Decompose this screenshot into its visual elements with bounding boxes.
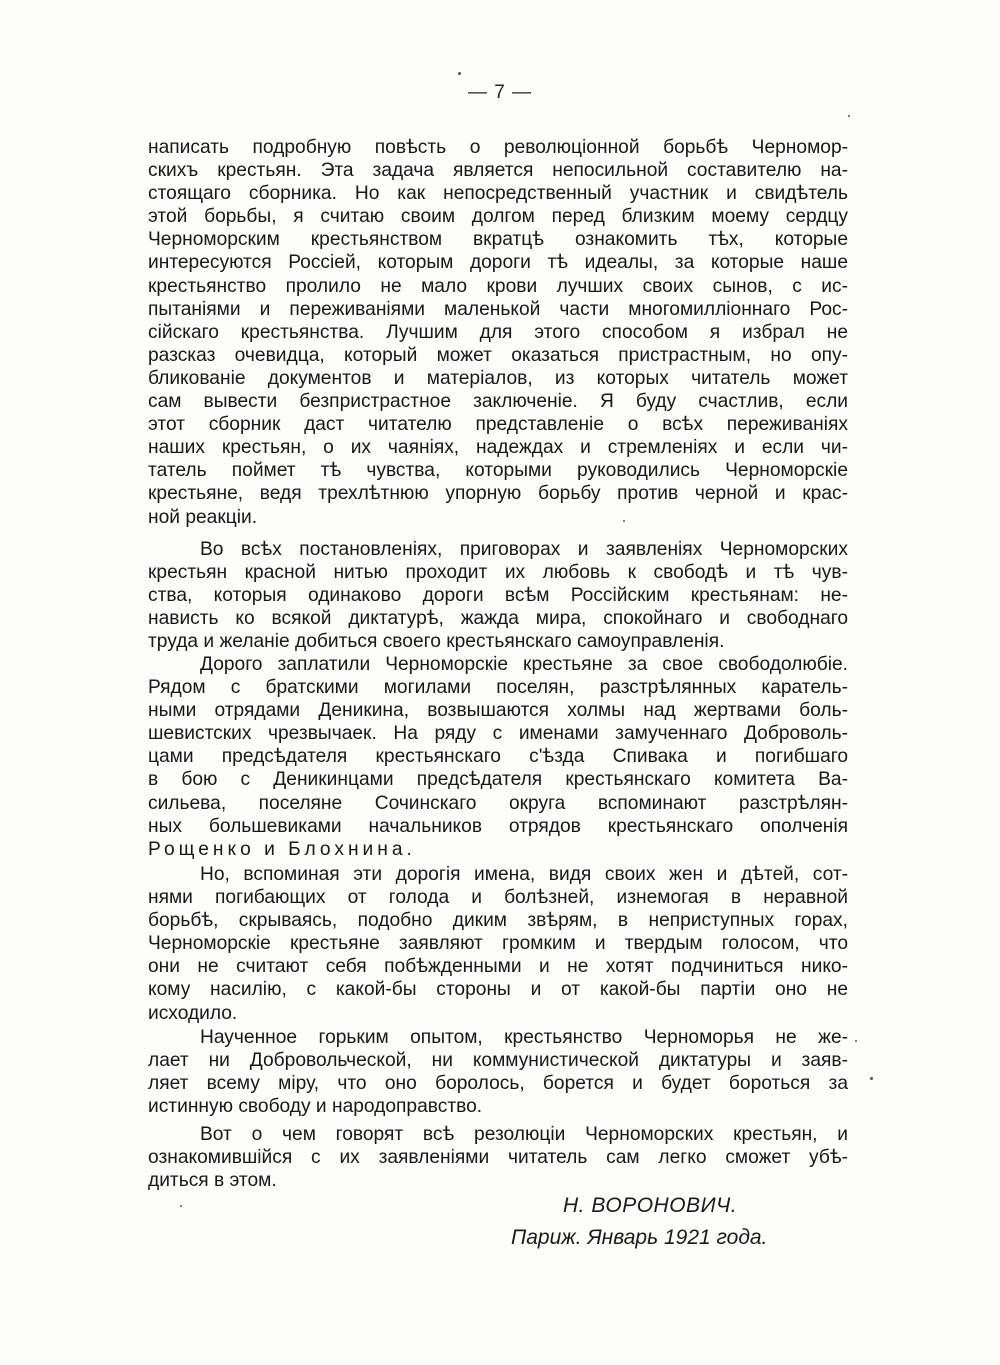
text-line: сам вывести безпристрастное заключеніе. Я буду счастлив, если [148, 391, 848, 413]
text-line: ной реакціи. [148, 506, 258, 528]
text-line: сійскаго крестьянства. Лучшим для этого способом я избрал не [148, 321, 848, 343]
scan-speck [180, 1205, 182, 1207]
text-line: ными отрядами Деникина, возвышаются холмы над жертвами боль- [148, 700, 848, 722]
text-line: татель поймет тѣ чувства, которыми руководились Черноморскіе [148, 460, 848, 482]
text-line: они не считают себя побѣжденными и не хотят подчиниться нико- [148, 956, 848, 978]
text-line: бликованіе документов и матеріалов, из которых читатель может [148, 367, 848, 389]
paragraph-2 [148, 538, 848, 653]
scan-speck [855, 1040, 857, 1042]
text-line: Во всѣх постановленіях, приговорах и заявленіях Черноморских [200, 539, 848, 560]
text-line: лает ни Добровольческой, ни коммунистической диктатуры и заяв- [148, 1050, 848, 1072]
text-line: цами предсѣдателя крестьянскаго с'ѣзда Спивака и погибшаго [148, 746, 848, 768]
text-line: Но, вспоминая эти дорогія имена, видя своих жен и дѣтей, сот- [200, 864, 848, 885]
text-line: диться в этом. [148, 1170, 277, 1192]
text-line: в бою с Деникинцами предсѣдателя крестьянскаго комитета Ва- [148, 769, 848, 791]
text-line: ства, которыя одинаково дороги всѣм Россійским крестьянам: не- [148, 585, 848, 607]
scan-speck [623, 520, 625, 522]
text-line: нависть ко всякой диктатурѣ, жажда мира, спокойнаго и свободнаго [148, 608, 848, 630]
text-line: истинную свободу и народоправство. [148, 1096, 483, 1118]
text-line: Рядом с братскими могилами поселян, разстрѣлянных каратель- [148, 677, 848, 699]
paragraph-6 [148, 1123, 848, 1192]
text-line: ляет всему міру, что оно боролось, борется и будет бороться за [148, 1073, 848, 1095]
text-line: Черноморскіе крестьяне заявляют громким и твердым голосом, что [148, 933, 848, 955]
place-date: Париж. Январь 1921 года. [511, 1226, 768, 1249]
text-line: Черноморским крестьянством вкратцѣ ознакомить тѣх, которые [148, 229, 848, 251]
text-line: Наученное горьким опытом, крестьянство Черноморья не же- [200, 1027, 848, 1048]
text-line: написать подробную повѣсть о революціонной борьбѣ Черномор- [148, 137, 848, 158]
paragraph-1 [148, 136, 848, 529]
scan-speck [870, 1077, 873, 1080]
text-line: ознакомившійся с их заявленіями читатель сам легко сможет убѣ- [148, 1147, 848, 1169]
paragraph-5 [148, 1026, 848, 1118]
text-line: нями погибающих от голода и болѣзней, изнемогая в неравной [148, 887, 848, 909]
page-number: — 7 — [467, 82, 533, 103]
text-line: этот сборник даст читателю представленіе о всѣх переживаніях [148, 414, 848, 436]
paragraph-3 [148, 653, 848, 861]
text-line: пытаніями и переживаніями маленькой части многомилліоннаго Рос- [148, 298, 848, 320]
text-line: крестьяне, ведя трехлѣтнюю упорную борьбу против черной и крас- [148, 483, 848, 505]
text-line: скихъ крестьян. Эта задача является непосильной составителю на- [148, 160, 848, 182]
text-line: Вот о чем говорят всѣ резолюціи Черноморских крестьян, и [200, 1124, 848, 1145]
text-line: сильева, поселяне Сочинскаго округа вспоминают разстрѣлян- [148, 792, 848, 814]
text-line: борьбѣ, скрываясь, подобно диким звѣрям, в неприступных горах, [148, 910, 848, 932]
text-line: наших крестьян, о их чаяніях, надеждах и стремленіях и если чи- [148, 437, 848, 459]
scan-speck [458, 72, 461, 75]
text-line: крестьян красной нитью проходит их любовь к свободѣ и тѣ чув- [148, 562, 848, 584]
author-signature: Н. ВОРОНОВИЧ. [563, 1194, 738, 1217]
text-line: исходило. [148, 1002, 238, 1024]
text-line: ных большевиками начальников отрядов крестьянскаго ополченія [148, 815, 848, 837]
text-line: стоящаго сборника. Но как непосредственный участник и свидѣтель [148, 183, 848, 205]
text-line: разсказ очевидца, который может оказаться пристрастным, но опу- [148, 344, 848, 366]
text-line: крестьянство пролило не мало крови лучших своих сынов, с ис- [148, 275, 848, 297]
text-line: Дорого заплатили Черноморскіе крестьяне за свое свободолюбіе. [200, 654, 848, 675]
text-line: шевистских чрезвычаек. На ряду с именами замученнаго Доброволь- [148, 723, 848, 745]
paragraph-4 [148, 863, 848, 1025]
text-line: этой борьбы, я считаю своим долгом перед близким моему сердцу [148, 206, 848, 228]
text-line: Рощенко и Блохнина. [148, 838, 416, 860]
text-line: кому насилію, с какой-бы стороны и от какой-бы партіи оно не [148, 979, 848, 1001]
text-line: труда и желаніе добиться своего крестьянскаго самоуправленія. [148, 631, 725, 653]
scan-speck [848, 115, 850, 117]
text-line: интересуются Россіей, которым дороги тѣ идеалы, за которые наше [148, 252, 848, 274]
